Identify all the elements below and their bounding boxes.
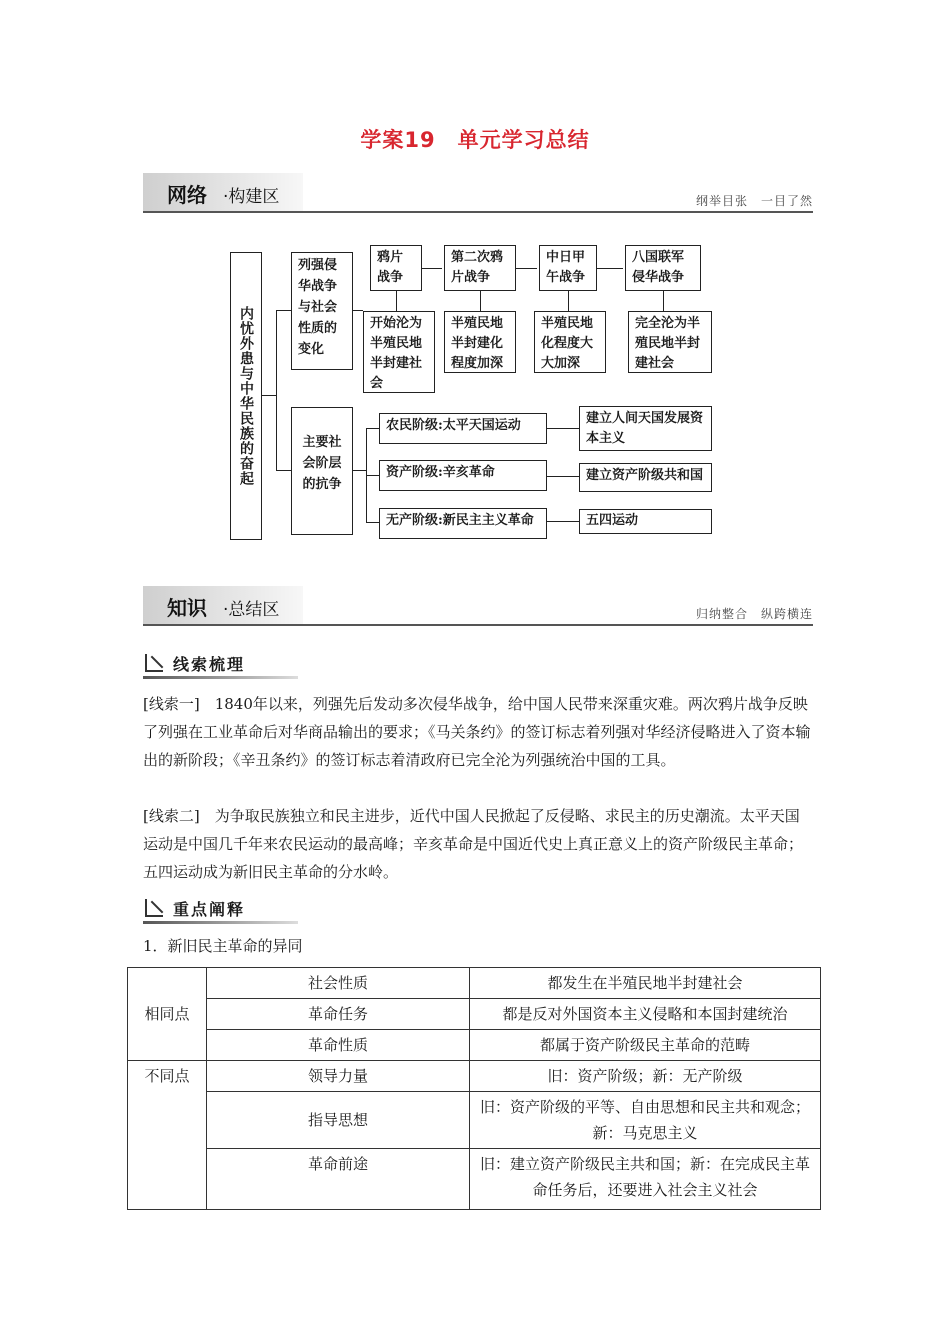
- section-sub-label: ·构建区: [223, 187, 280, 207]
- section-header-network: [143, 173, 813, 215]
- table-value: 旧：资产阶级的平等、自由思想和民主共和观念；新：马克思主义: [470, 1092, 821, 1149]
- table-value: 旧：建立资产阶级民主共和国；新：在完成民主革命任务后，还要进入社会主义社会: [470, 1149, 821, 1210]
- war-box: 八国联军侵华战争: [625, 245, 701, 291]
- section-main-label: 网络: [167, 183, 207, 207]
- table-key: 革命性质: [207, 1030, 470, 1061]
- section-sub-label: ·总结区: [223, 600, 280, 620]
- war-effect-box: 开始沦为半殖民地半封建社会: [363, 311, 435, 393]
- table-key: 指导思想: [207, 1092, 470, 1149]
- section-main-label: 知识: [167, 596, 207, 620]
- item-heading: 1．新旧民主革命的异同: [143, 937, 303, 955]
- page-title: 学案19 单元学习总结: [360, 128, 590, 152]
- table-key: 革命任务: [207, 999, 470, 1030]
- corner-arrow-icon: [145, 654, 163, 672]
- subheading-clues: [143, 650, 298, 678]
- subheading-label: 重点阐释: [173, 900, 246, 919]
- class-box: 无产阶级:新民主主义革命: [379, 508, 547, 539]
- table-key: 革命前途: [207, 1149, 470, 1210]
- class-box: 农民阶级:太平天国运动: [379, 413, 547, 444]
- table-value: 都发生在半殖民地半封建社会: [470, 968, 821, 999]
- section-motto: 纲举目张 一目了然: [695, 194, 813, 208]
- class-goal-box: 五四运动: [579, 509, 712, 534]
- group-label: 相同点: [128, 968, 207, 1061]
- subheading-label: 线索梳理: [173, 655, 246, 674]
- subheading-key-points: [143, 895, 298, 923]
- class-goal-box: 建立人间天国发展资本主义: [579, 406, 712, 451]
- clue-two-paragraph: [线索二] 为争取民族独立和民主进步，近代中国人民掀起了反侵略、求民主的历史潮流。太平天国运动是中国几千年来农民运动的最高峰；辛亥革命是中国近代史上真正意义上的资产阶级民主革命；五四运动成为新旧民主革命的分水岭。: [143, 807, 804, 881]
- war-box: 中日甲午战争: [539, 245, 597, 291]
- diagram-root: 内忧外患与中华民族的奋起: [230, 252, 262, 540]
- table-key: 领导力量: [207, 1061, 470, 1092]
- war-box: 第二次鸦片战争: [444, 245, 516, 291]
- table-value: 都是反对外国资本主义侵略和本国封建统治: [470, 999, 821, 1030]
- war-box: 鸦片战争: [370, 245, 422, 291]
- diagram-branch-wars: 列强侵华战争与社会性质的变化: [291, 252, 353, 370]
- table-value: 旧：资产阶级；新：无产阶级: [470, 1061, 821, 1092]
- comparison-table: [127, 967, 821, 1210]
- corner-arrow-icon: [145, 899, 163, 917]
- class-goal-box: 建立资产阶级共和国: [579, 463, 712, 492]
- table-key: 社会性质: [207, 968, 470, 999]
- group-label: 不同点: [128, 1061, 207, 1210]
- clue-one-paragraph: [线索一] 1840年以来，列强先后发动多次侵华战争，给中国人民带来深重灾难。两次鸦片战争反映了列强在工业革命后对华商品输出的要求；《马关条约》的签订标志着列强对华经济侵略进入了资本输出的新阶段；《辛丑条约》的签订标志着清政府已完全沦为列强统治中国的工具。: [143, 695, 811, 769]
- section-motto: 归纳整合 纵跨横连: [695, 607, 813, 621]
- war-effect-box: 完全沦为半殖民地半封建社会: [628, 311, 712, 373]
- section-header-knowledge: [143, 586, 813, 628]
- class-box: 资产阶级:辛亥革命: [379, 460, 547, 491]
- war-effect-box: 半殖民地半封建化程度加深: [444, 311, 516, 373]
- diagram-branch-classes: 主要社会阶层的抗争: [291, 407, 353, 535]
- war-effect-box: 半殖民地化程度大大加深: [534, 311, 606, 373]
- table-value: 都属于资产阶级民主革命的范畴: [470, 1030, 821, 1061]
